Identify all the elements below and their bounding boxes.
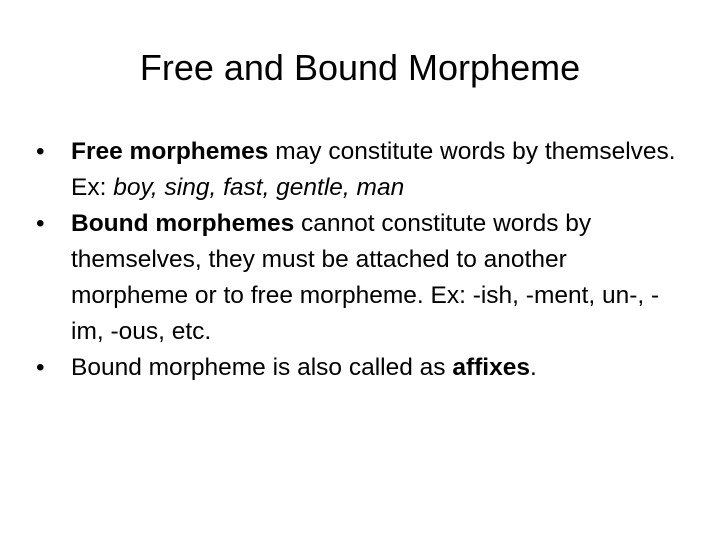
slide-title: Free and Bound Morpheme: [139, 47, 581, 88]
bullet-marker: •: [36, 138, 45, 165]
bullet-list: [36, 134, 676, 386]
bullet-bold-lead: Bound morphemes: [71, 210, 295, 237]
bullet-bold-lead: Free morphemes: [71, 138, 269, 165]
bullet-text: may constitute words by themselves. Ex:: [71, 138, 676, 201]
bullet-end: .: [529, 354, 537, 381]
bullet-item-affixes: [36, 350, 676, 386]
bullet-item-bound-morphemes: [36, 206, 676, 350]
bullet-marker: •: [36, 354, 45, 381]
bullet-text: cannot constitute words by themselves, they must be attached to another morpheme or to free morpheme. Ex: -ish, -ment, un-, -im, -ous, etc.: [71, 210, 660, 345]
bullet-text: Bound morpheme is also called as: [71, 354, 453, 381]
bullet-example: boy, sing, fast, gentle, man: [113, 174, 405, 201]
bullet-bold-tail: affixes: [452, 354, 530, 381]
bullet-marker: •: [36, 210, 45, 237]
bullet-item-free-morphemes: [36, 134, 676, 206]
